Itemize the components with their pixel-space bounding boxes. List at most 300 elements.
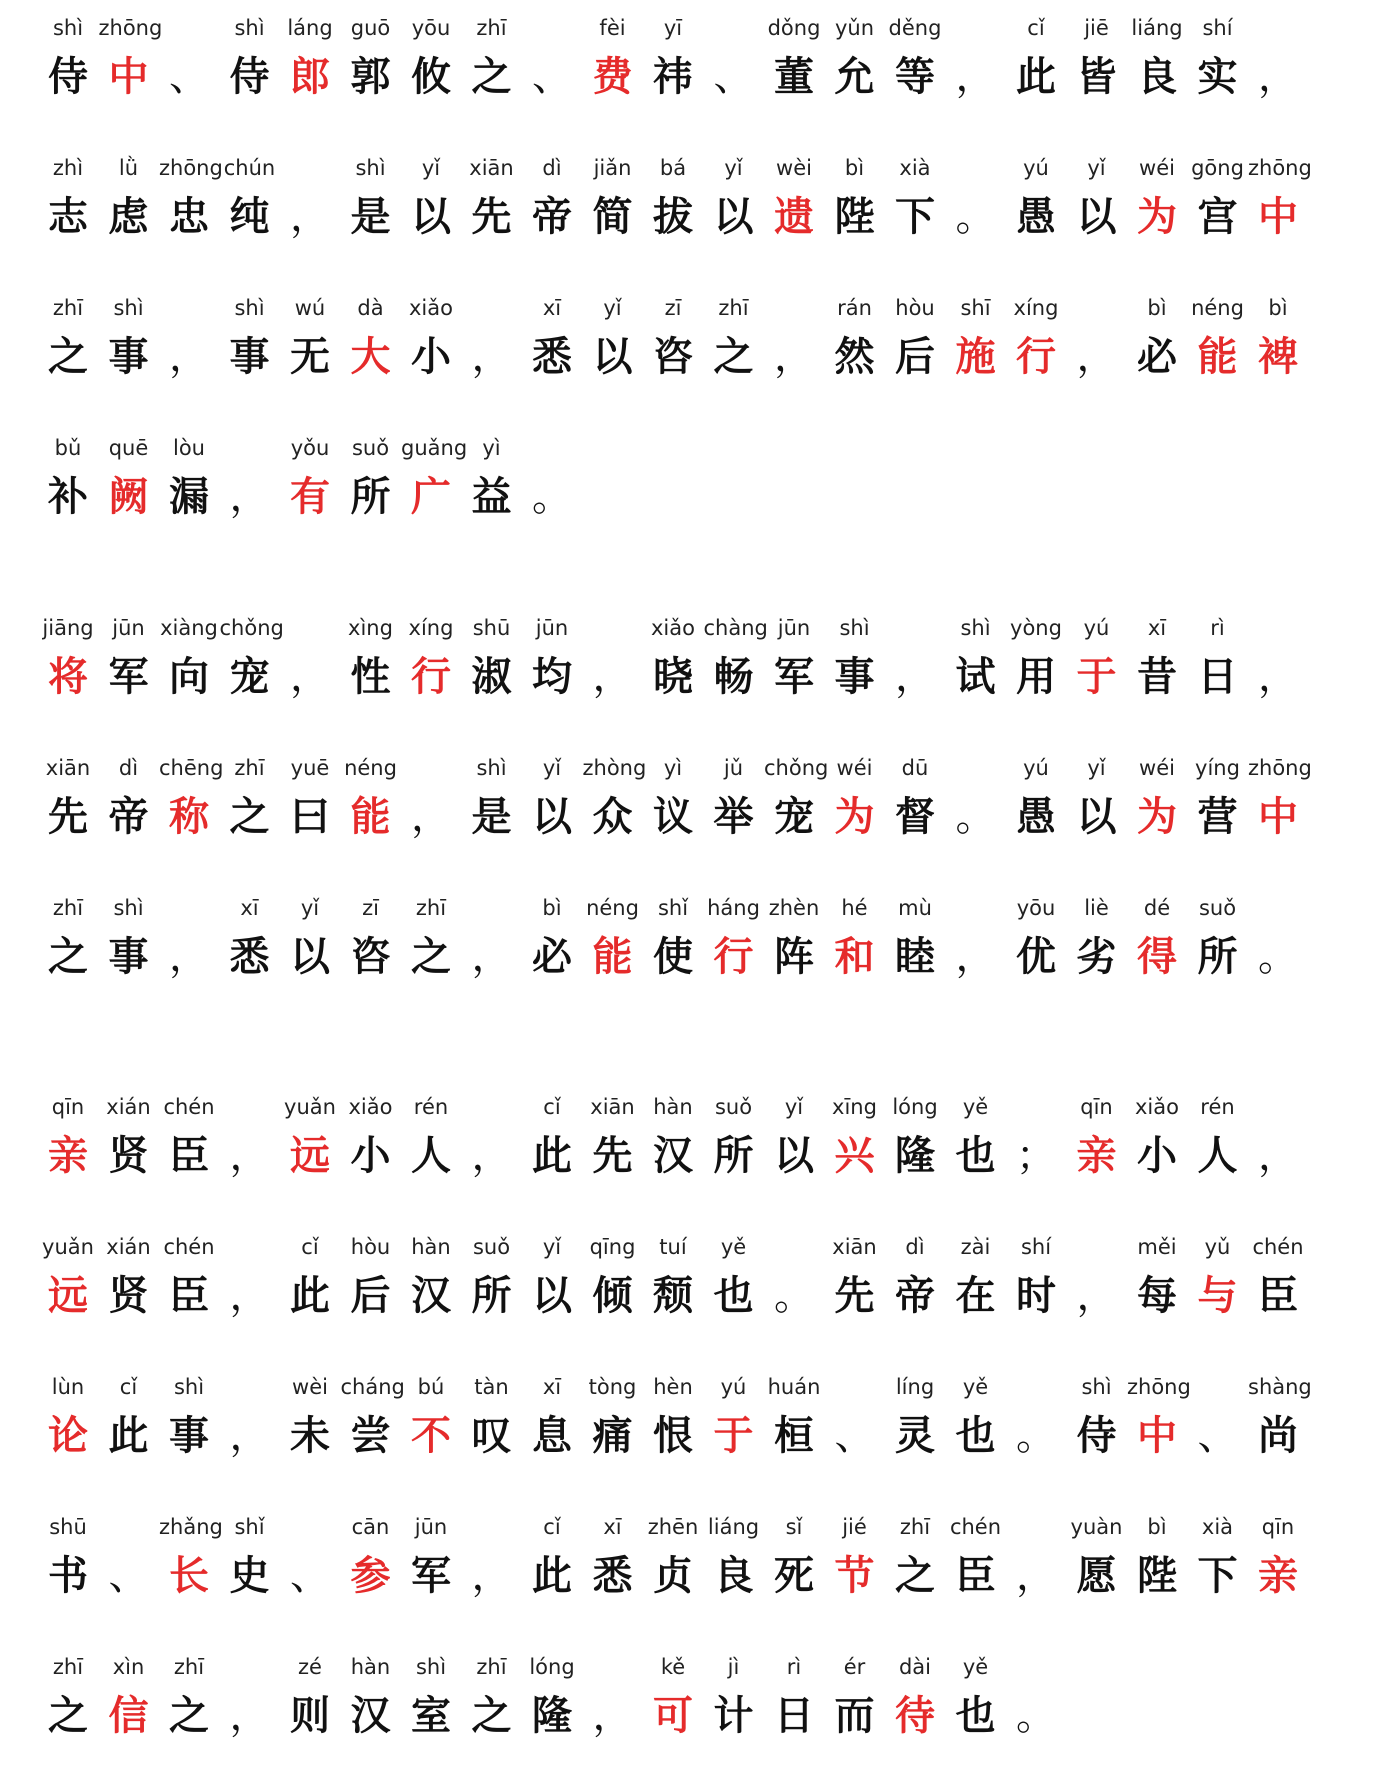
pinyin: xiǎo	[409, 296, 453, 320]
pinyin: chǒng	[764, 756, 829, 780]
character-cell	[1127, 612, 1187, 710]
pinyin: dé	[1143, 896, 1171, 920]
character-cell	[704, 152, 764, 250]
pinyin: yǐ	[300, 896, 320, 920]
character-cell	[1067, 12, 1127, 110]
character-cell	[401, 152, 461, 250]
character: 然	[834, 334, 875, 380]
character: ，	[229, 1693, 270, 1739]
character-cell	[885, 12, 945, 110]
character-cell	[643, 12, 703, 110]
character-cell	[99, 152, 159, 250]
punctuation-cell	[220, 1651, 280, 1749]
character-cell	[704, 1231, 764, 1329]
character-cell	[401, 1091, 461, 1189]
character-cell	[522, 1091, 582, 1189]
character: 之	[169, 1693, 209, 1739]
pinyin: hé	[841, 896, 868, 920]
highlighted-character: 中	[108, 54, 149, 100]
character: 也	[955, 1693, 996, 1739]
character: 日	[1197, 654, 1238, 700]
pinyin: zhì	[52, 156, 84, 180]
pinyin: xiān	[45, 756, 91, 780]
character-cell	[643, 1231, 703, 1329]
character-cell	[583, 292, 643, 390]
character: 之	[48, 934, 88, 980]
pinyin: xī	[603, 1515, 622, 1539]
character-cell	[1188, 1231, 1248, 1329]
character-cell	[583, 1091, 643, 1189]
character: 以	[411, 194, 451, 240]
highlighted-character: 行	[411, 654, 451, 700]
pinyin: bì	[1268, 296, 1288, 320]
pinyin: shì	[234, 296, 265, 320]
pinyin: dà	[357, 296, 384, 320]
character: ，	[290, 654, 330, 700]
character: ，	[1016, 1553, 1056, 1599]
character: 叹	[471, 1413, 512, 1459]
character: 军	[774, 654, 814, 700]
pinyin: yuǎn	[42, 1235, 94, 1259]
pinyin	[1248, 12, 1308, 44]
pinyin	[1006, 1511, 1066, 1543]
pinyin: qīng	[589, 1235, 636, 1259]
character: 是	[350, 194, 391, 240]
character: 臣	[1258, 1273, 1298, 1319]
character: 使	[653, 934, 693, 980]
highlighted-character: 能	[1197, 334, 1238, 380]
character-cell	[1067, 1511, 1127, 1609]
character-cell	[583, 152, 643, 250]
character: ，	[471, 934, 512, 980]
character: ，	[229, 1413, 270, 1459]
character-cell	[885, 292, 945, 390]
character: 等	[895, 54, 935, 100]
pinyin: shǐ	[234, 1515, 265, 1539]
highlighted-character: 中	[1258, 194, 1298, 240]
pinyin: dì	[905, 1235, 925, 1259]
pinyin: zī	[664, 296, 682, 320]
character-cell	[219, 612, 284, 710]
punctuation-cell	[159, 892, 219, 990]
pinyin	[946, 152, 1006, 184]
pinyin: jié	[842, 1515, 867, 1539]
character-cell	[280, 752, 340, 850]
character: 之	[895, 1553, 935, 1599]
pinyin: shì	[415, 1655, 447, 1679]
pinyin: suǒ	[714, 1095, 753, 1119]
highlighted-character: 与	[1197, 1273, 1238, 1319]
pinyin: quē	[108, 436, 149, 460]
character-cell	[582, 752, 647, 850]
pinyin: xiān	[590, 1095, 635, 1119]
character: 臣	[169, 1273, 209, 1319]
character-cell	[159, 1231, 219, 1329]
character: 所	[471, 1273, 512, 1319]
highlighted-character: 能	[592, 934, 633, 980]
character-cell	[643, 292, 703, 390]
character: ，	[955, 54, 996, 100]
pinyin: zhī	[52, 896, 84, 920]
character-cell	[825, 152, 885, 250]
character: 此	[1016, 54, 1056, 100]
character-cell	[38, 292, 98, 390]
highlighted-character: 和	[834, 934, 875, 980]
punctuation-cell	[583, 612, 643, 710]
character: 悉	[229, 934, 270, 980]
character: 。	[1016, 1693, 1056, 1739]
pinyin	[1188, 1371, 1248, 1403]
character-cell	[764, 612, 824, 710]
character: 愿	[1076, 1553, 1117, 1599]
character: 咨	[350, 934, 391, 980]
character: 郭	[350, 54, 391, 100]
character-cell	[885, 1651, 945, 1749]
punctuation-cell	[825, 1371, 885, 1469]
pinyin: yǐ	[542, 756, 562, 780]
character-cell	[825, 892, 885, 990]
character: 所	[713, 1133, 754, 1179]
highlighted-character: 遗	[774, 194, 814, 240]
character: ，	[1258, 1133, 1298, 1179]
character-cell	[280, 292, 340, 390]
punctuation-cell	[220, 1231, 280, 1329]
character-cell	[764, 1511, 824, 1609]
character: 帝	[108, 794, 149, 840]
pinyin: yǐ	[724, 156, 743, 180]
pinyin: dì	[118, 756, 139, 780]
character-cell	[825, 752, 885, 850]
pinyin	[220, 1091, 280, 1123]
pinyin: shì	[52, 16, 84, 40]
pinyin: néng	[344, 756, 397, 780]
character-cell	[764, 752, 829, 850]
pinyin: xīng	[832, 1095, 877, 1119]
punctuation-cell	[220, 432, 280, 530]
character: ，	[229, 1133, 270, 1179]
pinyin: shì	[113, 896, 144, 920]
pinyin: yuǎn	[284, 1095, 336, 1119]
character-cell	[159, 612, 219, 710]
character: 事	[169, 1413, 209, 1459]
character: ，	[229, 474, 270, 520]
pinyin	[522, 12, 582, 44]
character: 。	[1016, 1413, 1056, 1459]
character: 以	[532, 794, 572, 840]
character: ，	[471, 1553, 512, 1599]
character-cell	[946, 1651, 1006, 1749]
character-cell	[280, 1651, 340, 1749]
pinyin	[522, 432, 582, 464]
punctuation-cell	[522, 12, 582, 110]
character: 用	[1016, 654, 1056, 700]
character: 、	[834, 1413, 875, 1459]
punctuation-cell	[583, 1651, 643, 1749]
character: 室	[411, 1693, 451, 1739]
pinyin: zī	[362, 896, 379, 920]
character-cell	[38, 612, 98, 710]
character: 营	[1197, 794, 1238, 840]
pinyin: wèi	[776, 156, 812, 180]
character-cell	[341, 612, 401, 710]
character-cell	[401, 892, 461, 990]
character-cell	[462, 152, 522, 250]
character: 优	[1016, 934, 1056, 980]
character-cell	[704, 1511, 764, 1609]
character-cell	[38, 1231, 98, 1329]
character-cell	[1188, 292, 1248, 390]
highlighted-character: 参	[350, 1553, 391, 1599]
pinyin	[1067, 1231, 1127, 1263]
pinyin	[220, 1651, 280, 1683]
pinyin: líng	[895, 1375, 935, 1399]
character: 人	[1197, 1133, 1238, 1179]
pinyin: rén	[1200, 1095, 1235, 1119]
character: 小	[411, 334, 451, 380]
pinyin: jì	[727, 1655, 740, 1679]
pinyin	[583, 612, 643, 644]
character: 史	[229, 1553, 270, 1599]
pinyin: yǐ	[421, 156, 441, 180]
character-cell	[946, 1231, 1006, 1329]
character-cell	[946, 1511, 1006, 1609]
character: 简	[592, 194, 633, 240]
character: ，	[1258, 54, 1298, 100]
highlighted-character: 中	[1137, 1413, 1177, 1459]
pinyin	[220, 1231, 280, 1263]
pinyin: zhī	[718, 296, 749, 320]
character-cell	[99, 432, 159, 530]
highlighted-character: 能	[350, 794, 391, 840]
highlighted-character: 称	[169, 794, 209, 840]
character-cell	[99, 1231, 159, 1329]
punctuation-cell	[401, 752, 461, 850]
character-cell	[1127, 1511, 1187, 1609]
character-cell	[401, 12, 461, 110]
highlighted-character: 为	[1137, 794, 1177, 840]
pinyin: wéi	[1139, 156, 1175, 180]
character: 拔	[653, 194, 693, 240]
character: 未	[290, 1413, 330, 1459]
pinyin: láng	[287, 16, 333, 40]
character: 必	[532, 934, 572, 980]
character: 也	[955, 1413, 996, 1459]
character-cell	[99, 752, 159, 850]
pinyin	[1248, 612, 1308, 644]
character: 所	[1197, 934, 1238, 980]
pinyin: wèi	[292, 1375, 328, 1399]
highlighted-character: 亲	[1258, 1553, 1298, 1599]
character: 必	[1137, 334, 1177, 380]
pinyin: yòng	[1010, 616, 1062, 640]
character: 先	[592, 1133, 633, 1179]
character: 阵	[774, 934, 814, 980]
pinyin: shì	[839, 616, 870, 640]
pinyin: dǒng	[767, 16, 821, 40]
pinyin: shì	[173, 1375, 205, 1399]
pinyin	[462, 292, 522, 324]
character-cell	[885, 1091, 945, 1189]
highlighted-character: 施	[955, 334, 996, 380]
character-cell	[1006, 752, 1066, 850]
character-cell	[704, 1091, 764, 1189]
character-cell	[280, 1091, 340, 1189]
character: 贞	[653, 1553, 693, 1599]
character-cell	[159, 1091, 219, 1189]
pinyin: jiē	[1084, 16, 1109, 40]
pinyin	[401, 752, 461, 784]
punctuation-cell	[280, 1511, 340, 1609]
pinyin: zhī	[415, 896, 447, 920]
character: ，	[411, 794, 451, 840]
character-cell	[341, 1091, 401, 1189]
character-cell	[1188, 612, 1248, 710]
pinyin: zhèn	[768, 896, 820, 920]
character-cell	[280, 432, 340, 530]
character-cell	[522, 892, 582, 990]
punctuation-cell	[522, 432, 582, 530]
pinyin: bǔ	[54, 436, 82, 460]
character-cell	[885, 892, 945, 990]
pinyin: bì	[1147, 1515, 1167, 1539]
punctuation-cell	[462, 292, 522, 390]
pinyin: néng	[586, 896, 639, 920]
character-cell	[462, 432, 522, 530]
character-cell	[99, 892, 159, 990]
character-cell	[885, 1511, 945, 1609]
character: 悉	[532, 334, 572, 380]
character: ，	[955, 934, 996, 980]
highlighted-character: 亲	[1076, 1133, 1117, 1179]
character-cell	[1188, 892, 1248, 990]
character-cell	[825, 1511, 885, 1609]
character: 也	[955, 1133, 996, 1179]
character: 宠	[774, 794, 814, 840]
highlighted-character: 中	[1258, 794, 1298, 840]
character-cell	[643, 1091, 703, 1189]
punctuation-cell	[1248, 1091, 1308, 1189]
pinyin: zhōng	[1248, 156, 1312, 180]
character-cell	[462, 1231, 522, 1329]
character-cell	[341, 752, 401, 850]
pinyin	[280, 152, 340, 184]
character: 人	[411, 1133, 451, 1179]
pinyin: yǐ	[1087, 156, 1106, 180]
character-cell	[99, 612, 159, 710]
pinyin: yě	[720, 1235, 747, 1259]
pinyin: chǒng	[219, 616, 284, 640]
pinyin: yǔn	[834, 16, 875, 40]
character: 则	[290, 1693, 330, 1739]
character: 先	[471, 194, 512, 240]
character: 咨	[653, 334, 693, 380]
highlighted-character: 长	[169, 1553, 209, 1599]
character-cell	[522, 1511, 582, 1609]
character-cell	[885, 752, 945, 850]
character-cell	[159, 432, 219, 530]
pinyin: chén	[949, 1515, 1002, 1539]
character: 侍	[1076, 1413, 1117, 1459]
character-cell	[643, 752, 703, 850]
pinyin: xī	[1147, 616, 1167, 640]
pinyin: bú	[417, 1375, 445, 1399]
character: ，	[1076, 334, 1117, 380]
character-cell	[341, 292, 401, 390]
character-cell	[643, 152, 703, 250]
character-cell	[159, 1371, 219, 1469]
character: 军	[108, 654, 149, 700]
character: 以	[1076, 794, 1117, 840]
character-cell	[1248, 1231, 1308, 1329]
punctuation-cell	[885, 612, 945, 710]
character: 先	[834, 1273, 875, 1319]
pinyin: chén	[1252, 1235, 1304, 1259]
character: 向	[169, 654, 209, 700]
character: ，	[895, 654, 935, 700]
character: 先	[48, 794, 88, 840]
character: 、	[532, 54, 572, 100]
character-cell	[1067, 752, 1127, 850]
character-cell	[38, 432, 98, 530]
character-cell	[38, 152, 98, 250]
character-cell	[946, 1091, 1006, 1189]
character: 忠	[169, 194, 209, 240]
pinyin: xián	[106, 1095, 151, 1119]
character-cell	[946, 612, 1006, 710]
character: 隆	[895, 1133, 935, 1179]
character: 汉	[411, 1273, 451, 1319]
pinyin: yú	[720, 1375, 747, 1399]
pinyin: shì	[234, 16, 265, 40]
character: 漏	[169, 474, 209, 520]
pinyin: jiāng	[42, 616, 94, 640]
pinyin: jūn	[112, 616, 145, 640]
pinyin: chàng	[703, 616, 768, 640]
character-cell	[220, 292, 280, 390]
pinyin: néng	[1191, 296, 1244, 320]
pinyin: fèi	[599, 16, 626, 40]
character-cell	[1248, 1511, 1308, 1609]
pinyin: yuē	[290, 756, 330, 780]
pinyin: zhōng	[98, 16, 163, 40]
pinyin: hèn	[653, 1375, 693, 1399]
character-cell	[280, 1231, 340, 1329]
pinyin: cháng	[340, 1375, 405, 1399]
character: ，	[1258, 654, 1298, 700]
pinyin: shū	[49, 1515, 87, 1539]
pinyin: yú	[1083, 616, 1110, 640]
highlighted-character: 为	[834, 794, 875, 840]
pinyin: qīn	[1080, 1095, 1113, 1119]
character-cell	[1248, 292, 1308, 390]
pinyin: dū	[901, 756, 929, 780]
pinyin: liè	[1084, 896, 1109, 920]
pinyin: shì	[960, 616, 991, 640]
character-cell	[946, 292, 1006, 390]
character: 时	[1016, 1273, 1056, 1319]
punctuation-cell	[946, 892, 1006, 990]
character-cell	[764, 1651, 824, 1749]
pinyin: lùn	[51, 1375, 85, 1399]
highlighted-character: 可	[653, 1693, 693, 1739]
punctuation-cell	[1248, 892, 1308, 990]
pinyin: rén	[413, 1095, 449, 1119]
character-cell	[825, 1651, 885, 1749]
pinyin: zé	[298, 1655, 322, 1679]
highlighted-character: 费	[592, 54, 633, 100]
pinyin: kě	[660, 1655, 686, 1679]
character-cell	[99, 1371, 159, 1469]
